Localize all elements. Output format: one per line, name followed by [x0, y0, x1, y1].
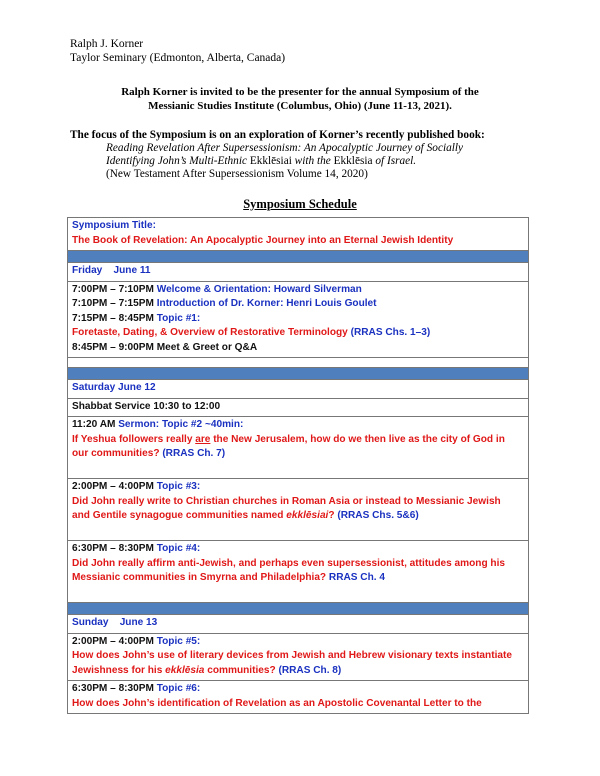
- topic-6-time: 6:30PM – 8:30PM: [72, 683, 157, 694]
- item-label: Topic #1:: [156, 312, 201, 324]
- divider-bar-cell: [68, 603, 529, 615]
- topic-3-line: [72, 480, 524, 495]
- blank-line: [72, 462, 524, 477]
- book-title-part: Identifying John’s Multi-Ethnic: [106, 155, 250, 167]
- friday-items-row: [68, 281, 529, 358]
- topic-4-q-part: Messianic communities in Smyrna and Philadelphia?: [72, 572, 327, 583]
- topic-3-row: [68, 479, 529, 541]
- topic-4-cell: [68, 541, 529, 603]
- topic-6-label: Topic #6:: [156, 683, 201, 694]
- item-time: 7:15PM – 8:45PM: [72, 312, 157, 324]
- book-title-line-2: [70, 155, 540, 168]
- item-label: Welcome & Orientation: Howard Silverman: [156, 283, 362, 295]
- friday-item: [72, 283, 524, 298]
- sermon-cell: [68, 417, 529, 479]
- sermon-row: [68, 417, 529, 479]
- spacer-row: [68, 358, 529, 368]
- friday-items: [68, 281, 529, 358]
- sermon-ref: (RRAS Ch. 7): [162, 448, 226, 459]
- sunday-header: [68, 615, 529, 634]
- topic-4-question-2: [72, 571, 524, 586]
- shabbat-service: Shabbat Service 10:30 to 12:00: [68, 398, 529, 417]
- author-name: Ralph J. Korner: [70, 38, 144, 50]
- saturday-header-row: [68, 380, 529, 399]
- topic-6-cell: [68, 681, 529, 714]
- topic-3-question-1: Did John really write to Christian churches in Roman Asia or instead to Messianic Jewish: [72, 495, 501, 507]
- schedule-table: [67, 217, 529, 714]
- title-cell: [68, 218, 529, 251]
- topic-1-ref: (RRAS Chs. 1–3): [350, 327, 431, 338]
- item-label: Introduction of Dr. Korner: Henri Louis Goulet: [156, 298, 377, 309]
- topic-5-row: [68, 633, 529, 681]
- announcement-line-1: Ralph Korner is invited to be the presenter for the annual Symposium of the: [121, 86, 479, 98]
- sermon-q-part: If Yeshua followers really: [72, 433, 196, 445]
- topic-3-label: Topic #3:: [156, 481, 201, 492]
- announcement: [70, 86, 530, 113]
- topic-6-row: [68, 681, 529, 714]
- topic-3-time: 2:00PM – 4:00PM: [72, 481, 157, 492]
- topic-3-q-part: ?: [328, 510, 335, 521]
- topic-4-question-1: Did John really affirm anti-Jewish, and perhaps even supersessionist, attitudes among his: [72, 557, 506, 569]
- spacer-cell: [68, 358, 529, 368]
- blank-line: [72, 524, 524, 539]
- sermon-line: [72, 418, 524, 433]
- sermon-q-part: the New Jerusalem, how do we then live as the city of God in: [210, 433, 505, 445]
- topic-3-q-part: and Gentile synagogue communities named: [72, 510, 287, 521]
- topic-4-ref: RRAS Ch. 4: [328, 572, 385, 583]
- blank-line: [72, 586, 524, 601]
- sunday-header-row: [68, 615, 529, 634]
- friday-header: [68, 263, 529, 282]
- topic-3-q-term: ekklēsiai: [286, 510, 329, 521]
- title-text: The Book of Revelation: An Apocalyptic Journey into an Eternal Jewish Identity: [72, 234, 454, 246]
- topic-3-ref: (RRAS Chs. 5&6): [337, 510, 419, 521]
- topic-4-line: [72, 542, 524, 557]
- topic-1-text: [72, 326, 524, 341]
- sermon-label: Sermon: Topic #2 ~40min:: [118, 419, 244, 430]
- sunday-day: Sunday: [72, 617, 109, 628]
- sunday-date: June 13: [119, 617, 158, 628]
- announcement-line-2: Messianic Studies Institute (Columbus, Ohio) (June 11-13, 2021).: [148, 99, 452, 112]
- title-row: [68, 218, 529, 251]
- sermon-q-part: our communities?: [72, 448, 160, 459]
- divider-bar: [68, 251, 529, 263]
- topic-3-cell: [68, 479, 529, 541]
- item-time: 7:00PM – 7:10PM: [72, 283, 157, 295]
- topic-5-line: [72, 635, 524, 650]
- topic-5-q-part: Jewishness for his: [72, 664, 166, 676]
- topic-1-title: Foretaste, Dating, & Overview of Restorative Terminology: [72, 327, 348, 338]
- topic-5-ref: (RRAS Ch. 8): [278, 664, 342, 676]
- meet-and-greet: 8:45PM – 9:00PM Meet & Greet or Q&A: [72, 341, 258, 353]
- author-affiliation: Taylor Seminary (Edmonton, Alberta, Canada): [70, 52, 286, 64]
- divider-bar: [68, 603, 529, 615]
- title-label: Symposium Title:: [72, 220, 156, 231]
- topic-5-cell: [68, 633, 529, 681]
- shabbat-row: [68, 398, 529, 417]
- topic-5-q-part: communities?: [204, 664, 276, 676]
- book-term-ekklesia: Ekklēsia: [333, 155, 373, 167]
- divider-bar-cell: [68, 251, 529, 263]
- focus-block: [70, 129, 540, 181]
- friday-header-row: [68, 263, 529, 282]
- topic-4-row: [68, 541, 529, 603]
- topic-5-q-term: ekklēsia: [165, 664, 205, 676]
- topic-5-label: Topic #5:: [156, 635, 201, 647]
- topic-4-time: 6:30PM – 8:30PM: [72, 543, 157, 554]
- author-block: [70, 37, 285, 65]
- friday-date: June 11: [113, 265, 151, 276]
- saturday-header: Saturday June 12: [68, 380, 529, 399]
- sermon-question-2: [72, 447, 524, 462]
- sermon-time: 11:20 AM: [72, 419, 119, 430]
- book-title-line-1: Reading Revelation After Supersessionism: An Apocalyptic Journey of Socially: [106, 142, 464, 154]
- book-title-part: with the: [291, 155, 334, 167]
- topic-4-label: Topic #4:: [156, 543, 201, 554]
- friday-item: [72, 312, 524, 327]
- sermon-question-1: [72, 433, 524, 448]
- divider-bar-cell: [68, 368, 529, 380]
- schedule-heading: Symposium Schedule: [243, 197, 357, 211]
- book-title-part: of Israel.: [372, 155, 417, 167]
- item-time: 7:10PM – 7:15PM: [72, 298, 157, 309]
- topic-6-question-1: How does John’s identification of Revelation as an Apostolic Covenantal Letter to the: [72, 697, 482, 709]
- sermon-q-emphasis: are: [195, 433, 211, 445]
- divider-bar: [68, 368, 529, 380]
- book-series: (New Testament After Supersessionism Volume 14, 2020): [106, 168, 368, 180]
- topic-3-question-2: [72, 509, 524, 524]
- focus-lead: The focus of the Symposium is on an exploration of Korner’s recently published book:: [70, 129, 485, 141]
- topic-5-question-1: How does John’s use of literary devices from Jewish and Hebrew visionary texts instantiate: [72, 650, 512, 661]
- topic-6-line: [72, 682, 524, 697]
- friday-day: Friday: [72, 265, 103, 276]
- friday-item: [72, 297, 524, 312]
- topic-5-question-2: [72, 664, 524, 679]
- topic-5-time: 2:00PM – 4:00PM: [72, 635, 157, 647]
- book-term-ekklesiai: Ekklēsiai: [249, 155, 292, 167]
